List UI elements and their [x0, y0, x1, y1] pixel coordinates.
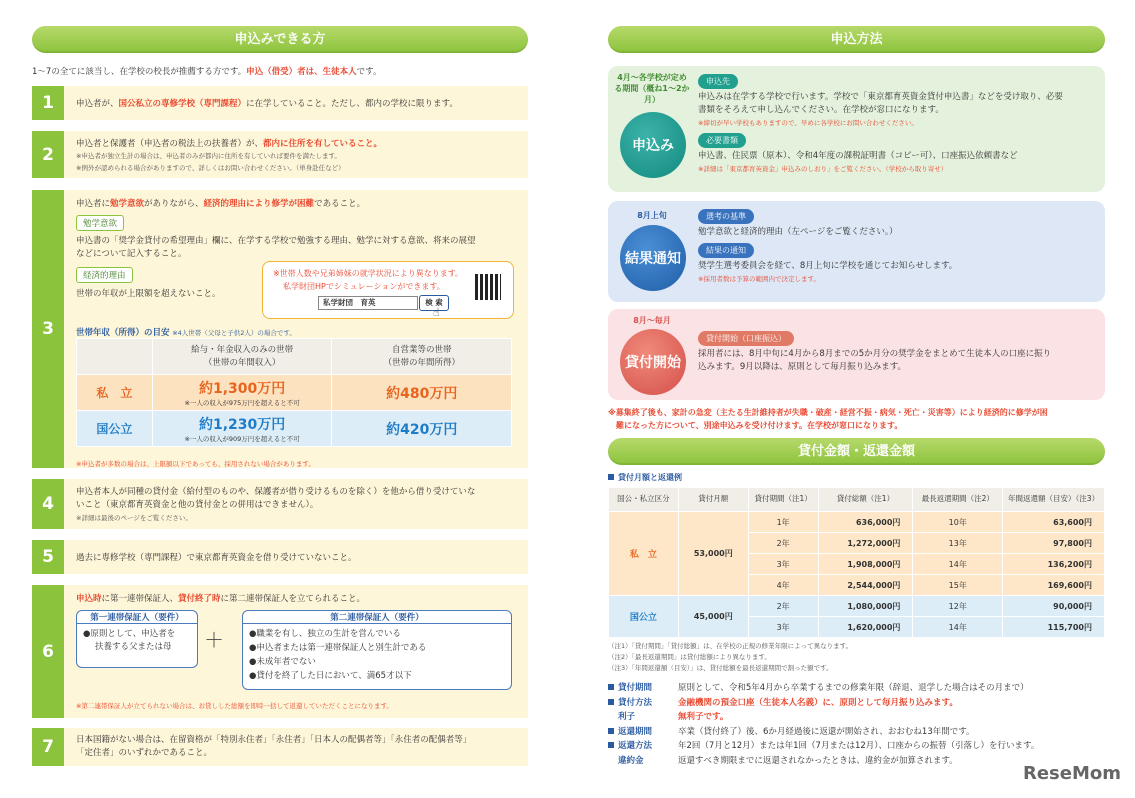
economic-description: 世帯の年収が上限額を超えないこと。	[76, 289, 221, 299]
square-bullet-icon	[608, 474, 614, 480]
step-circle-apply: 申込み	[620, 112, 686, 178]
pill-notification: 結果の通知	[698, 243, 754, 258]
search-input[interactable]: 私学財団 育英	[318, 296, 418, 310]
step-period: 4月〜各学校が定める期間（概ね1〜2か月）	[614, 73, 690, 104]
plus-icon: ＋	[204, 628, 224, 652]
table-row: 2年 1,272,000円 13年 97,800円	[609, 533, 1105, 554]
left-column	[32, 26, 528, 77]
motivation-description: 申込書の「奨学金貸付の希望理由」欄に、在学する学校で勉強する理由、勉学に対する意欲、将来の展望 などについて記入すること。	[76, 236, 476, 259]
table-row: 国公立 45,000円 2年 1,080,000円 12年 90,000円	[609, 596, 1105, 617]
step-loan-start-panel: 8月〜毎月 貸付開始 貸付開始（口座振込） 採用者には、8月中旬に4月から8月までの5か月分の奨学金をまとめて生徒本人の口座に振り 込みます。9月以降は、原則として毎月振り込みます。	[608, 309, 1105, 400]
section-title-method: 申込方法	[608, 26, 1105, 53]
row-label-public: 国公立	[77, 411, 153, 447]
table-row: 私 立 53,000円 1年 636,000円 10年 63,600円	[609, 512, 1105, 533]
step-apply-panel: 4月〜各学校が定める期間（概ね1〜2か月） 申込み 申込先 申込みは在学する学校で行います。学校で「東京都育英資金貸付申込書」などを受け取り、必要 書類をそろえて申し込んでください。在学校が窓口になります。 ※締切が早い学校もありますので、早めに各学校にお問い合わせください。 必要書類 申込書、住民票（原本）、令和4年度の課税証明書（コピー可）、口座振込依頼書など ※詳細は「東京都育英資金」申込みのしおり」をご覧ください。（学校から取り寄せ）	[608, 66, 1105, 192]
table-row: 3年 1,620,000円 14年 115,700円	[609, 617, 1105, 638]
pill-loan-start: 貸付開始（口座振込）	[698, 331, 794, 346]
first-guarantor-box: 第一連帯保証人（要件） ●原則として、申込者を 扶養する父または母	[76, 610, 198, 668]
condition-number: 6	[32, 585, 64, 718]
condition-number: 1	[32, 86, 64, 120]
step-period: 8月上旬	[637, 211, 667, 220]
condition-number: 2	[32, 131, 64, 178]
condition-number: 5	[32, 540, 64, 574]
condition-number: 4	[32, 479, 64, 529]
section-title-eligibility: 申込みできる方	[32, 26, 528, 53]
qr-code-icon	[475, 274, 501, 300]
right-column: 申込方法 4月〜各学校が定める期間（概ね1〜2か月） 申込み 申込先 申込みは在学する学校で行います。学校で「東京都育英資金貸付申込書」などを受け取り、必要 書類をそろえて申し込んでください。在学校が窓口になります。 ※締切が早い学校もありますので、早めに各学校にお問い合わせください。 必要書類 申込書、住民票（原本）、令和4年度の課税証明書（コピー可）、口座振込依頼書など ※詳細は「東京都育英資金」申込みのしおり」をご覧ください。（学校から取り寄せ） 8月上旬 結果通知 選考の基準 勉学意欲と経済的理由（左ページをご覧ください。） 結果の通知 奨学生選考委員会を経て、8月上旬に学校を通じてお知らせします。 ※採用者数は予算の範囲内で決定します。 8月〜毎月 貸付開始 貸付開始（口座振込） 採用者には、8月中旬に4月から8月までの5か月分の奨学金をまとめて生徒本人の口座に振り 込みます。9月以降は、原則として毎月振り込みます。 ※募集終了後も、家計の急変（主たる生計維持者が失職・破産・経営不振・病気・死亡・災害等）により経済的に修学が困 難になった方について、別途申込みを受け付けます。在学校が窓口になります。 貸付金額・返還金額 貸付月額と返還例 国公・私立区分 貸付月額 貸付期間（注1） 貸付総額（注1） 最長返還期間（注2） 年間返還額（目安）（注3） 私 立 53,000円 1年 636,000円 10年 63,600円 2年 1,272,000円 13年 97,800円 3年 1,908,000円 14年 136,200円 4年 2,544,000円 15年 169,600円 国公立 45,000円 2年 1,080,000円 12年 90,000円 3年 1,620,000円 14年 115,700円 （注1）「貸付期間」「貸付総額」は、在学校の正規の修業年限によって異なります。 （注2）「最長返還期間」は貸付総額により異なります。 （注3）「年間返還額（目安）」は、貸付総額を最長返還期間で割った額です。 貸付期間 原則として、令和5年4月から卒業するまでの修業年限（辞退、退学した場合はその月まで） 貸付方法 金融機関の預金口座（生徒本人名義）に、原則として毎月振り込みます。 利子 無利子です。 返還期間 卒業（貸付終了）後、6か月経過後に返還が開始され、おおむね13年間です。 返還方法 年2回（7月と12月）または年1回（7月または12月）、口座からの振替（引落し）を行います。 違約金 返還すべき期限までに返還されなかったときは、違約金が加算されます。	[608, 26, 1105, 786]
resemom-logo: ReseMom	[1022, 763, 1121, 784]
condition-5: 5 過去に専修学校（専門課程）で東京都育英資金を借り受けていないこと。	[32, 540, 528, 574]
second-guarantor-box: 第二連帯保証人（要件） ●職業を有し、独立の生計を営んでいる ●申込者または第一連帯保証人と別生計である ●未成年者でない ●貸付を終了した日において、満65才以下	[242, 610, 512, 690]
step-result-panel: 8月上旬 結果通知 選考の基準 勉学意欲と経済的理由（左ページをご覧ください。） 結果の通知 奨学生選考委員会を経て、8月上旬に学校を通じてお知らせします。 ※採用者数は予算の範囲内で決定します。	[608, 201, 1105, 302]
condition-7: 7 日本国籍がない場合は、在留資格が「特別永住者」「永住者」「日本人の配偶者等」「永住者の配偶者等」 「定住者」のいずれかであること。	[32, 728, 528, 766]
condition-3: 3 申込者に勉学意欲がありながら、経済的理由により修学が困難であること。 勉学意欲 申込書の「奨学金貸付の希望理由」欄に、在学する学校で勉強する理由、勉学に対する意欲、将来の展望 などについて記入すること。 経済的理由 世帯の年収が上限額を超えないこと。 ※世帯人数や兄弟姉妹の就学状況により異なります。 私学財団HPでシミュレーションができます。 私学財団 育英 検 索 ☝ 世帯年収（所得）の目安 ※4人世帯（父母と子供2人）の場合です。 給与・年金収入のみの世帯 （世帯の年間収入） 自営業等の世帯 （世帯の年間所得） 私 立 約1,300万円 ※一人の収入が975万円を超えると不可 約480万円 国公立 約1,230万円 ※一人の収入が909万円を超えると不可 約420万円 ※申込者が多数の場合は、上限額以下であっても、採用されない場合があります。	[32, 190, 528, 468]
search-button[interactable]: 検 索	[419, 295, 449, 311]
table-row: 3年 1,908,000円 14年 136,200円	[609, 554, 1105, 575]
table-notes: （注1）「貸付期間」「貸付総額」は、在学校の正規の修業年限によって異なります。 （注2）「最長返還期間」は貸付総額により異なります。 （注3）「年間返還額（目安）」は、貸付総額を最長返還期間で割った額です。	[608, 642, 853, 672]
condition-4: 4 申込者本人が同種の貸付金（給付型のものや、保護者が借り受けるものを除く）を他から借り受けていな いこと（東京都育英資金と他の貸付金との併用はできません）。 ※詳細は最後のページをご覧ください。	[32, 479, 528, 529]
emergency-note: ※募集終了後も、家計の急変（主たる生計維持者が失職・破産・経営不振・病気・死亡・災害等）により経済的に修学が困 難になった方について、別途申込みを受け付けます。在学校が窓口になります。	[608, 408, 1048, 430]
section-title-amounts: 貸付金額・返還金額	[608, 438, 1105, 465]
pill-documents: 必要書類	[698, 133, 746, 148]
pointer-hand-icon: ☝	[433, 306, 440, 319]
condition-2: 2 申込者と保護者（申込者の税法上の扶養者）が、都内に住所を有していること。 ※申込者が独立生計の場合は、申込者のみが都内に住所を有していれば要件を満たします。 ※例外が認められる場合がありますので、詳しくはお問い合わせください。（単身赴任など）	[32, 131, 528, 178]
condition-number: 3	[32, 190, 64, 468]
condition-1: 1 申込者が、国公私立の専修学校（専門課程）に在学していること。ただし、都内の学校に限ります。	[32, 86, 528, 120]
pill-criteria: 選考の基準	[698, 209, 754, 224]
condition-6: 6 申込時に第一連帯保証人、貸付終了時に第二連帯保証人を立てられること。 第一連帯保証人（要件） ●原則として、申込者を 扶養する父または母 ＋ 第二連帯保証人（要件） ●職業を有し、独立の生計を営んでいる ●申込者または第一連帯保証人と別生計である ●未成年者でない ●貸付を終了した日において、満65才以下 ※第二連帯保証人が立てられない場合は、お貸しした総額を即時一括して返還していただくことになります。	[32, 585, 528, 718]
condition-number: 7	[32, 728, 64, 766]
table-row: 4年 2,544,000円 15年 169,600円	[609, 575, 1105, 596]
tag-motivation: 勉学意欲	[76, 215, 124, 231]
row-label-private: 私 立	[77, 375, 153, 411]
income-limit-table: 給与・年金収入のみの世帯 （世帯の年間収入） 自営業等の世帯 （世帯の年間所得） 私 立 約1,300万円 ※一人の収入が975万円を超えると不可 約480万円 国公立 約1,230万円 ※一人の収入が909万円を超えると不可 約420万円	[76, 338, 512, 447]
simulation-callout: ※世帯人数や兄弟姉妹の就学状況により異なります。 私学財団HPでシミュレーションができます。 私学財団 育英 検 索 ☝	[262, 261, 514, 319]
intro-text: 1〜7の全てに該当し、在学校の校長が推薦する方です。申込（借受）者は、生徒本人です。	[32, 67, 382, 77]
pill-apply-to: 申込先	[698, 74, 738, 89]
loan-repayment-table: 国公・私立区分 貸付月額 貸付期間（注1） 貸付総額（注1） 最長返還期間（注2） 年間返還額（目安）（注3） 私 立 53,000円 1年 636,000円 10年 63,600円 2年 1,272,000円 13年 97,800円 3年 1,908,000円 14年 136,200円 4年 2,544,000円 15年 169,600円 国公立 45,000円 2年 1,080,000円 12年 90,000円 3年 1,620,000円 14年 115,700円	[608, 487, 1105, 638]
loan-details-list: 貸付期間 原則として、令和5年4月から卒業するまでの修業年限（辞退、退学した場合はその月まで） 貸付方法 金融機関の預金口座（生徒本人名義）に、原則として毎月振り込みます。 利子 無利子です。 返還期間 卒業（貸付終了）後、6か月経過後に返還が開始され、おおむね13年間です。 返還方法 年2回（7月と12月）または年1回（7月または12月）、口座からの振替（引落し）を行います。 違約金 返還すべき期限までに返還されなかったときは、違約金が加算されます。	[608, 681, 1039, 768]
step-circle-result: 結果通知	[620, 225, 686, 291]
step-circle-loan-start: 貸付開始	[620, 329, 686, 395]
tag-economic: 経済的理由	[76, 267, 133, 283]
step-period: 8月〜毎月	[633, 316, 671, 325]
